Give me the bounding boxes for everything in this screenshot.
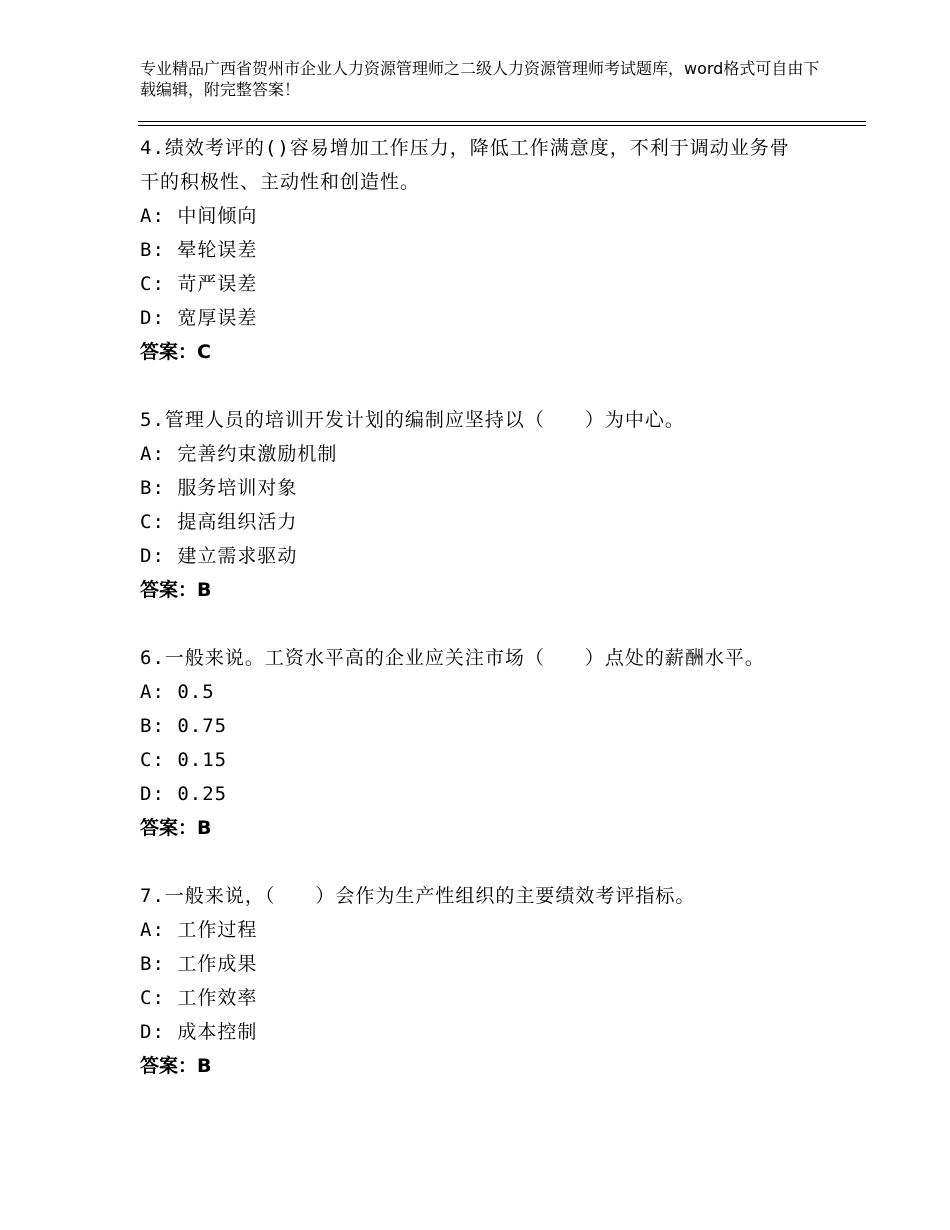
option-c: C: 0.15 <box>140 749 228 771</box>
header-divider-top <box>138 121 866 122</box>
option-d: D: 0.25 <box>140 783 228 805</box>
question-stem: 5.管理人员的培训开发计划的编制应坚持以（ ）为中心。 <box>140 409 685 431</box>
question-stem: 4.绩效考评的()容易增加工作压力，降低工作满意度，不利于调动业务骨干的积极性、主动性和创造性。 <box>140 137 790 193</box>
option-d: D: 宽厚误差 <box>140 307 258 329</box>
option-d: D: 成本控制 <box>140 1021 258 1043</box>
option-b: B: 工作成果 <box>140 953 258 975</box>
option-b: B: 0.75 <box>140 715 228 737</box>
question-6 <box>140 641 800 845</box>
question-stem: 6.一般来说。工资水平高的企业应关注市场（ ）点处的薪酬水平。 <box>140 647 765 669</box>
option-a: A: 0.5 <box>140 681 215 703</box>
question-4 <box>140 131 800 369</box>
answer-label: 答案：B <box>140 579 212 601</box>
document-header: 专业精品广西省贺州市企业人力资源管理师之二级人力资源管理师考试题库，word格式可自由下载编辑，附完整答案！ <box>140 59 820 99</box>
option-b: B: 服务培训对象 <box>140 477 298 499</box>
option-c: C: 提高组织活力 <box>140 511 298 533</box>
header-divider-bottom <box>138 125 866 126</box>
option-a: A: 中间倾向 <box>140 205 258 227</box>
option-c: C: 苛严误差 <box>140 273 258 295</box>
answer-label: 答案：B <box>140 1055 212 1077</box>
question-list <box>140 131 800 1117</box>
question-stem: 7.一般来说，（ ）会作为生产性组织的主要绩效考评指标。 <box>140 885 696 907</box>
option-a: A: 完善约束激励机制 <box>140 443 338 465</box>
option-d: D: 建立需求驱动 <box>140 545 298 567</box>
answer-label: 答案：C <box>140 341 211 363</box>
answer-label: 答案：B <box>140 817 212 839</box>
question-7 <box>140 879 800 1083</box>
option-c: C: 工作效率 <box>140 987 258 1009</box>
option-b: B: 晕轮误差 <box>140 239 258 261</box>
question-5 <box>140 403 800 607</box>
option-a: A: 工作过程 <box>140 919 258 941</box>
